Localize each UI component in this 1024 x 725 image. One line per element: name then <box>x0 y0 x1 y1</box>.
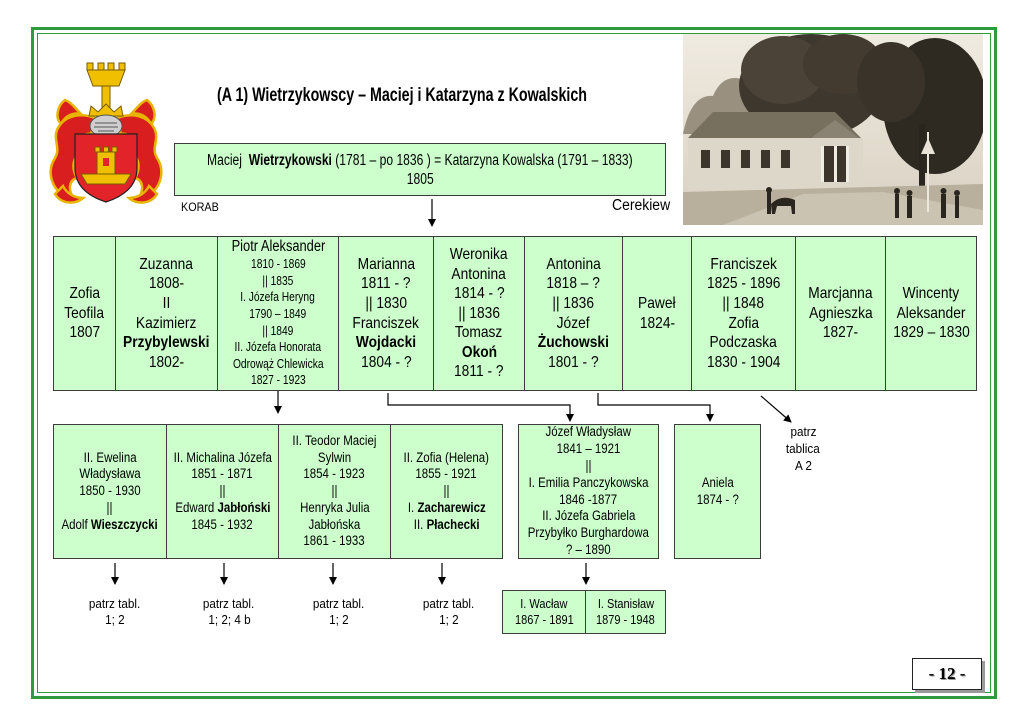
box-line: || <box>585 457 592 473</box>
box-line: I. Emilia Panczykowska <box>528 474 649 490</box>
spouse-surname: Wojdacki <box>355 334 417 352</box>
parents-line <box>207 151 633 170</box>
reference-line: patrz tabl. <box>423 596 475 611</box>
box-line: II. Józefa Honorata <box>234 340 322 355</box>
marriage-year: 1805 <box>406 170 434 188</box>
table-reference <box>65 596 165 628</box>
father-given-name: Maciej <box>207 151 243 169</box>
reference-line: 1; 2 <box>105 612 125 627</box>
box-line: Podczaska <box>709 334 778 352</box>
box-line: Antonina <box>451 265 507 283</box>
spouse-number: II. <box>413 516 424 532</box>
spouse-surname: Jabłoński <box>217 499 271 515</box>
spouse-surname: Płachecki <box>426 516 480 532</box>
child-box-weronika-antonina <box>433 236 525 391</box>
box-line: Tomasz <box>455 324 503 342</box>
box-line: 1827 - 1923 <box>250 373 306 388</box>
box-line: || 1835 <box>262 273 294 288</box>
box-line: 1810 - 1869 <box>250 257 306 272</box>
box-line: 1804 - ? <box>360 353 412 371</box>
box-line: 1825 - 1896 <box>706 275 781 293</box>
box-line: 1867 - 1891 <box>514 613 574 627</box>
spouse-line <box>62 517 158 534</box>
box-line: I. Wacław <box>520 597 568 611</box>
spouse-line <box>175 500 270 517</box>
box-line: || 1849 <box>262 323 294 338</box>
child-box-marianna <box>338 236 434 391</box>
box-line: 1818 – ? <box>546 275 601 293</box>
box-line: || 1836 <box>552 294 595 312</box>
box-line: I. Stanisław <box>597 597 654 611</box>
box-line: 1807 <box>69 324 100 342</box>
grandchild-box-teodor <box>278 424 391 559</box>
grandchild-box-ewelina <box>53 424 167 559</box>
father-surname: Wietrzykowski <box>248 151 333 169</box>
box-line: Józef Władysław <box>545 424 632 440</box>
box-line: || 1848 <box>722 294 765 312</box>
box-line: Piotr Aleksander <box>231 238 325 256</box>
note-line: patrz <box>789 424 817 439</box>
table-reference <box>179 596 279 628</box>
box-line: Jabłońska <box>308 516 361 532</box>
parents-box <box>174 143 666 196</box>
note-line: A 2 <box>794 458 812 473</box>
manor-house-photo <box>683 34 983 225</box>
box-line: Zofia <box>69 285 100 303</box>
box-line: Antonina <box>546 255 601 273</box>
child-box-antonina <box>524 236 623 391</box>
box-line: Przybyłko Burghardowa <box>527 525 650 541</box>
child-box-zuzanna <box>115 236 218 391</box>
child-box-franciszek <box>691 236 796 391</box>
box-line: || 1836 <box>458 304 500 322</box>
box-line: 1841 – 1921 <box>556 441 621 457</box>
reference-line: 1; 2 <box>329 612 349 627</box>
child-box-zofia-teofila <box>53 236 116 391</box>
box-line: 1845 - 1932 <box>191 516 254 532</box>
box-line: 1879 - 1948 <box>596 613 655 627</box>
box-line: || <box>331 483 338 499</box>
shield-boat <box>81 174 131 184</box>
box-line: 1855 - 1921 <box>415 466 478 482</box>
box-line: 1790 – 1849 <box>249 306 307 321</box>
grandchild-box-aniela <box>674 424 761 559</box>
page-number: - 12 - <box>912 658 982 690</box>
spouse-line <box>414 517 480 534</box>
spouse-given-name: Edward <box>174 499 214 515</box>
box-line: 1827- <box>822 324 859 342</box>
spouse-surname: Okoń <box>461 343 497 361</box>
crown <box>89 104 123 116</box>
table-reference <box>289 596 389 628</box>
box-line: 1854 - 1923 <box>303 466 366 482</box>
great-grandchild-box-stanislaw <box>585 590 666 634</box>
spouse-number: I. <box>407 499 414 515</box>
box-line: Józef <box>557 314 590 332</box>
box-line: 1801 - ? <box>548 353 599 371</box>
box-line: Weronika <box>450 245 508 263</box>
box-line: Zofia <box>728 314 759 332</box>
child-box-marcjanna-agnieszka <box>795 236 886 391</box>
child-box-pawel <box>622 236 692 391</box>
note-line: tablica <box>786 441 820 456</box>
spouse-given-name: Adolf <box>61 516 89 532</box>
spouse-surname: Zacharewicz <box>417 499 486 515</box>
reference-line: patrz tabl. <box>89 596 141 611</box>
spouse-surname: Wieszczycki <box>91 516 159 532</box>
box-line: 1830 - 1904 <box>706 353 781 371</box>
box-line: 1829 – 1830 <box>892 324 970 342</box>
box-line: Teofila <box>64 304 105 322</box>
box-line: Sylwin <box>317 449 352 465</box>
box-line: II. Michalina Józefa <box>173 449 272 465</box>
box-line: 1808- <box>148 275 185 293</box>
box-line: Marcjanna <box>808 285 873 303</box>
box-line: 1824- <box>639 314 675 332</box>
box-line: 1811 - ? <box>361 275 411 293</box>
box-line: Władysława <box>79 466 141 482</box>
box-line: Aleksander <box>896 304 966 322</box>
box-line: 1850 - 1930 <box>79 483 141 499</box>
reference-line: 1; 2 <box>439 612 459 627</box>
box-line: Odrowąż Chlewicka <box>232 356 324 371</box>
box-line: Kazimierz <box>136 314 197 332</box>
reference-line: patrz tabl. <box>313 596 365 611</box>
box-line: 1802- <box>148 353 185 371</box>
crest-tower <box>87 63 125 110</box>
box-line: || <box>443 483 450 499</box>
box-line: 1814 - ? <box>453 285 505 303</box>
child-box-wincenty-aleksander <box>885 236 977 391</box>
place-label: Cerekiew <box>612 197 671 214</box>
box-line: Marianna <box>357 255 415 273</box>
box-line: I. Józefa Heryng <box>240 290 316 305</box>
spouse-surname: Przybylewski <box>123 334 210 352</box>
korab-coat-of-arms-icon <box>45 60 167 206</box>
box-line: Franciszek <box>710 255 777 273</box>
box-line: 1811 - ? <box>454 363 504 381</box>
grandchild-box-michalina <box>166 424 279 559</box>
see-table-a2-note <box>763 423 843 474</box>
box-line: Franciszek <box>352 314 420 332</box>
box-line: II. Zofia (Helena) <box>403 449 490 465</box>
parents-details: (1781 – po 1836 ) = Katarzyna Kowalska (1791 – 1833) <box>335 151 633 169</box>
reference-line: patrz tabl. <box>203 596 255 611</box>
box-line: II. Ewelina <box>83 449 137 465</box>
spouse-surname: Żuchowski <box>537 334 610 352</box>
box-line: Henryka Julia <box>299 499 370 515</box>
grandchild-box-jozef-wladyslaw <box>518 424 659 559</box>
grandchild-box-zofia <box>390 424 503 559</box>
box-line: || <box>219 483 226 499</box>
coat-of-arms-label: KORAB <box>181 200 219 214</box>
great-grandchild-box-waclaw <box>502 590 586 634</box>
box-line: || 1830 <box>365 294 407 312</box>
table-reference <box>399 596 499 628</box>
spouse-line <box>408 500 486 517</box>
box-line: ? – 1890 <box>566 541 611 557</box>
box-line: Zuzanna <box>139 255 194 273</box>
page-title: (A 1) Wietrzykowscy – Maciej i Katarzyna z Kowalskich <box>217 85 587 106</box>
box-line: II <box>162 294 171 312</box>
reference-line: 1; 2; 4 b <box>207 612 251 627</box>
box-line: || <box>107 499 113 515</box>
box-line: II. Teodor Maciej <box>292 432 377 448</box>
box-line: Agnieszka <box>808 304 873 322</box>
box-line: Aniela <box>701 474 734 490</box>
box-line: Wincenty <box>902 285 960 303</box>
box-line: 1874 - ? <box>696 491 739 507</box>
box-line: Paweł <box>638 294 676 312</box>
box-line: 1861 - 1933 <box>303 533 366 549</box>
box-line: 1846 -1877 <box>559 491 618 507</box>
box-line: II. Józefa Gabriela <box>541 508 636 524</box>
box-line: 1851 - 1871 <box>191 466 254 482</box>
child-box-piotr-aleksander <box>217 236 339 391</box>
